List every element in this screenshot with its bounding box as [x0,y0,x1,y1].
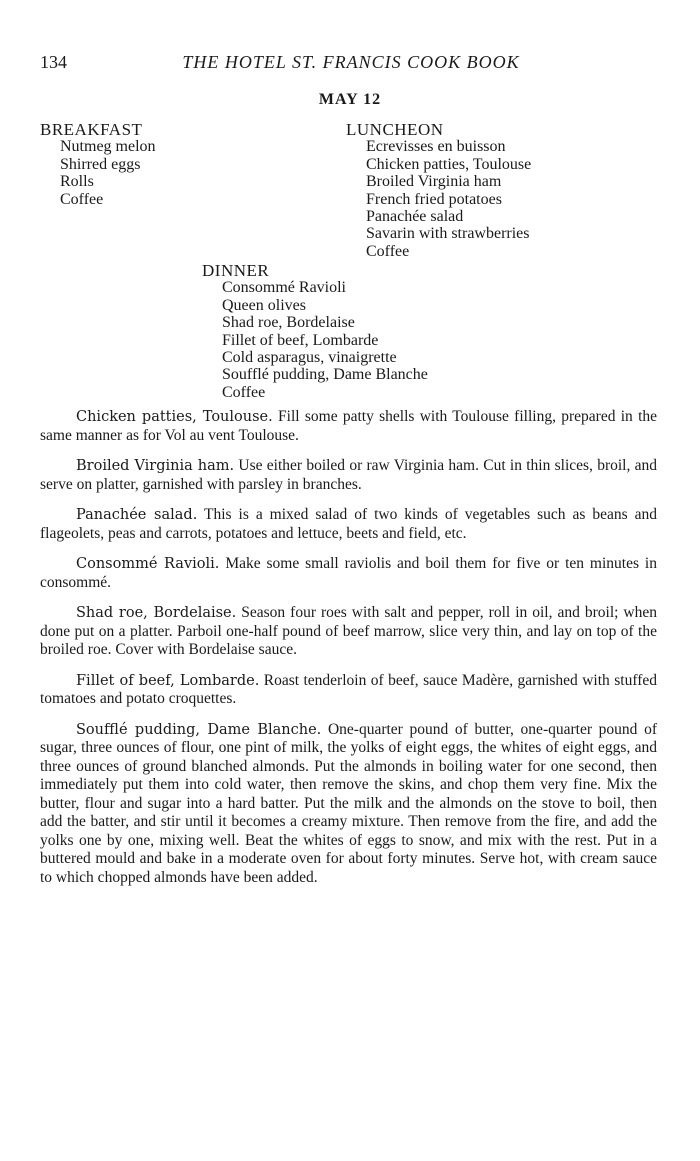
recipe-text: Fill some patty shells with Toulouse filling, prepared in the same manner as for Vol au vent Toulouse. [40,408,658,444]
dinner-title: DINNER [202,261,270,280]
luncheon-title: LUNCHEON [346,120,444,139]
menu-item: Panachée salad [366,208,464,226]
menu-item: Soufflé pudding, Dame Blanche [222,366,428,384]
recipe-name: Shad roe, Bordelaise. [76,605,237,621]
date-heading: MAY 12 [318,91,382,108]
running-title: THE HOTEL ST. FRANCIS COOK BOOK [182,52,520,72]
recipe-list [40,408,657,899]
recipe-text: Make some small raviolis and boil them for five or ten minutes in consommé. [40,555,657,591]
menu-item: Coffee [60,190,104,208]
recipe-fillet-of-beef [40,672,657,709]
menu-item: Nutmeg melon [60,138,156,156]
recipe-name: Soufflé pudding, Dame Blanche. [76,721,322,738]
menu-item: Fillet of beef, Lombarde [222,331,379,349]
menu-item: Shirred eggs [60,155,141,173]
menu-item: Ecrevisses en buisson [366,138,506,156]
recipe-text: One-quarter pound of butter, one-quarter pound of sugar, three ounces of flour, one pint of milk, the yolks of eight eggs, the whites of eight eggs, and three ounces of ground blanched almonds. Put the almonds in boiling water for one second, then immediately put them into cold water, then remove the skins, and chop them very fine. Mix the butter, flour and sugar into a hard batter. Put the milk and the almonds on the stove to boil, then add the batter, and stir until it becomes a creamy mixture. Then remove from the fire, and add the yolks one by one, mixing well. Beat the whites of eggs to snow, and mix with the rest. Put in a buttered mould and bake in a moderate oven for about forty minutes. Serve hot, with cream sauce to which chopped almonds have been added. [40,720,657,886]
recipe-chicken-patties [40,408,657,445]
recipe-consomme-ravioli [40,555,657,592]
recipe-name: Fillet of beef, Lombarde. [76,672,260,689]
menu-item: Chicken patties, Toulouse [366,155,532,173]
recipe-text: Use either boiled or raw Virginia ham. Cut in thin slices, broil, and serve on platter, garnished with parsley in branches. [40,457,657,493]
recipe-text: Roast tenderloin of beef, sauce Madère, garnished with stuffed tomatoes and potato croquettes. [40,671,657,707]
recipe-name: Broiled Virginia ham. [76,458,235,474]
breakfast-menu [40,121,156,208]
menu-item: Cold asparagus, vinaigrette [222,349,397,367]
recipe-souffle-pudding [40,721,657,888]
page-number: 134 [40,52,67,72]
menu-item: Coffee [222,383,266,401]
menu-item: Consommé Ravioli [222,279,346,297]
breakfast-title: BREAKFAST [40,120,143,139]
recipe-name: Chicken patties, Toulouse. [76,409,273,425]
recipe-panachee-salad [40,506,657,543]
recipe-broiled-ham [40,457,657,494]
recipe-text: This is a mixed salad of two kinds of vegetables such as beans and flageolets, peas and carrots, potatoes and lettuce, beets and field, etc. [40,506,658,542]
recipe-shad-roe [40,604,657,660]
menu-item: French fried potatoes [366,190,502,208]
menu-item: Queen olives [222,296,306,314]
recipe-name: Panachée salad. [76,507,198,523]
menu-item: Coffee [366,242,410,260]
menu-item: Rolls [60,173,94,191]
dinner-menu [202,262,428,401]
menu-item: Broiled Virginia ham [366,173,502,191]
page-header [40,52,662,76]
recipe-name: Consommé Ravioli. [76,556,220,572]
menu-item: Shad roe, Bordelaise [222,314,355,332]
menu-item: Savarin with strawberries [366,225,530,243]
luncheon-menu [346,121,531,260]
recipe-text: Season four roes with salt and pepper, roll in oil, and broil; when done put on a platter. Parboil one-half pound of beef marrow, slice very thin, and lay on top of the broiled roe. Cover with Bordelaise sauce. [40,604,658,658]
